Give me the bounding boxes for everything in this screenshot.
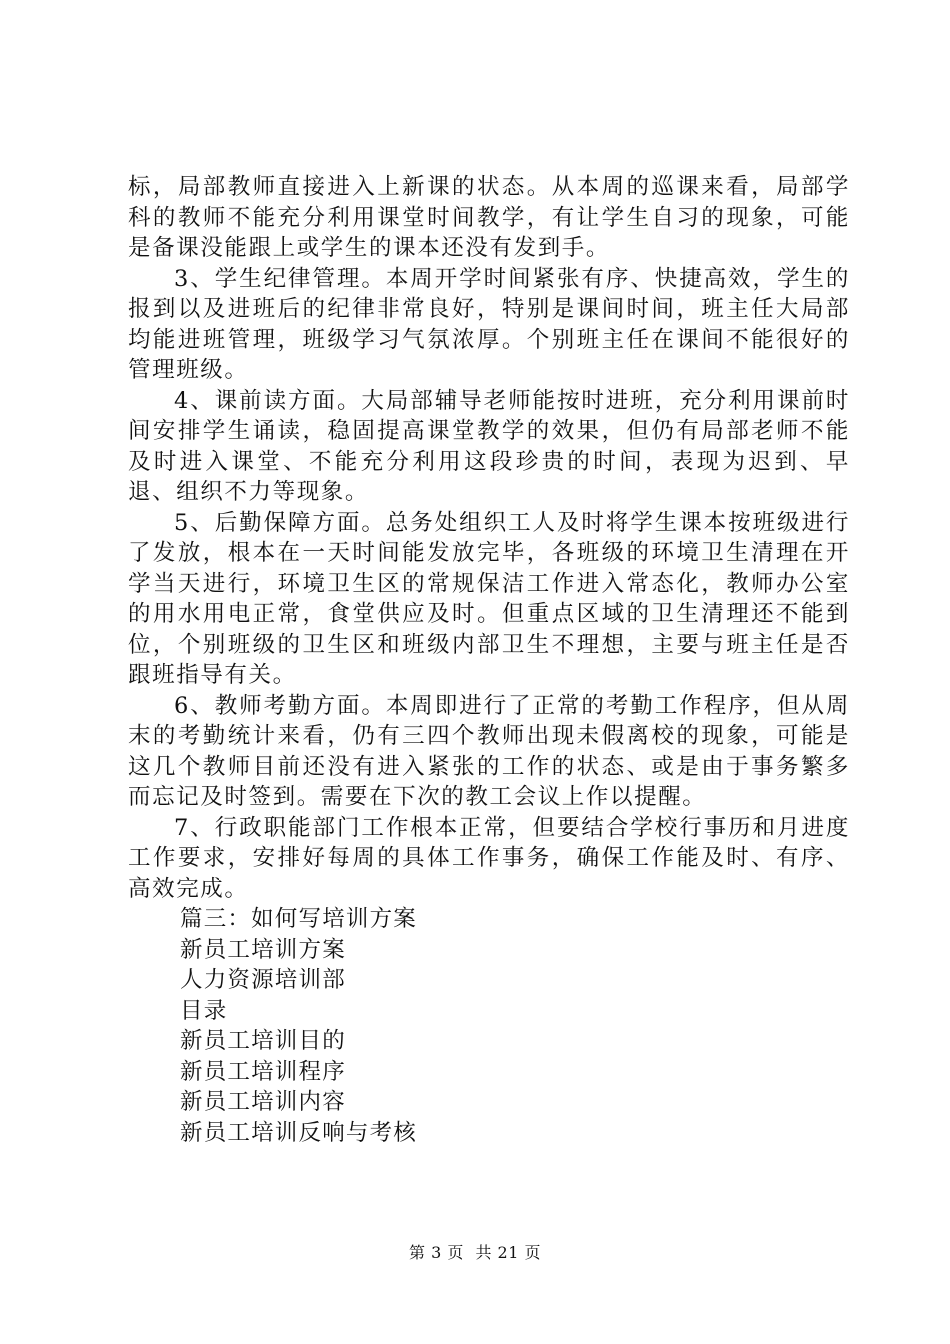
list-item: 新员工培训内容 [180,1089,346,1115]
list-item: 新员工培训目的 [180,1028,346,1054]
paragraph-morning-reading: 4、课前读方面。大局部辅导老师能按时进班，充分利用课前时间安排学生诵读，稳固提高课堂教学的效果，但仍有局部老师不能及时进入课堂、不能充分利用这段珍贵的时间，表现为迟到、早退、组织不力等现象。 [128,387,850,505]
list-item: 新员工培训方案 [180,936,346,963]
page-footer [0,1243,950,1263]
document-body [128,172,850,1148]
paragraph-continuation: 标，局部教师直接进入上新课的状态。从本周的巡课来看，局部学科的教师不能充分利用课堂时间教学，有让学生自习的现象，可能是备课没能跟上或学生的课本还没有发到手。 [128,174,850,261]
paragraph-attendance: 6、教师考勤方面。本周即进行了正常的考勤工作程序，但从周末的考勤统计来看，仍有三四个教师出现未假离校的现象，可能是这几个教师目前还没有进入紧张的工作的状态、或是由于事务繁多而忘记及时签到。需要在下次的教工会议上作以提醒。 [128,692,850,810]
list-item: 目录 [180,997,228,1024]
paragraph-logistics: 5、后勤保障方面。总务处组织工人及时将学生课本按班级进行了发放，根本在一天时间能发放完毕，各班级的环境卫生清理在开学当天进行，环境卫生区的常规保洁工作进入常态化，教师办公室的用水用电正常，食堂供应及时。但重点区域的卫生清理还不能到位，个别班级的卫生区和班级内部卫生不理想，主要与班主任是否跟班指导有关。 [128,509,850,688]
list-item: 新员工培训程序 [180,1058,346,1085]
page-total: 共 21 页 [475,1243,541,1262]
paragraph-discipline: 3、学生纪律管理。本周开学时间紧张有序、快捷高效，学生的报到以及进班后的纪律非常良好，特别是课间时间，班主任大局部均能进班管理，班级学习气氛浓厚。个别班主任在课间不能很好的管理班级。 [128,265,850,383]
list-item: 人力资源培训部 [180,967,346,993]
page-number: 第 3 页 [409,1243,464,1262]
list-item: 新员工培训反响与考核 [180,1119,418,1146]
section-heading: 篇三：如何写培训方案 [180,906,418,932]
paragraph-admin: 7、行政职能部门工作根本正常，但要结合学校行事历和月进度工作要求，安排好每周的具体工作事务，确保工作能及时、有序、高效完成。 [128,814,850,902]
